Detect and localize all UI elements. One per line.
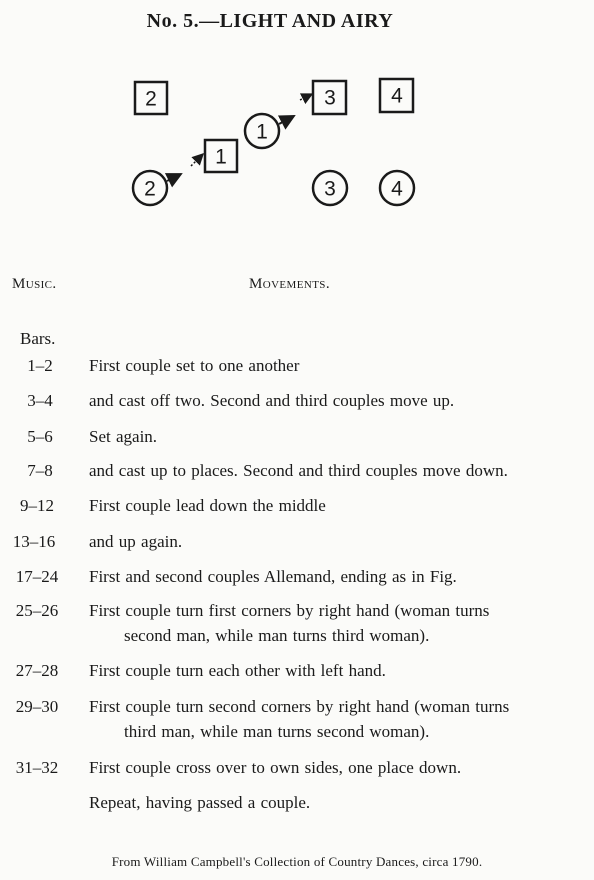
music-column-header: Music. xyxy=(12,276,57,292)
bar-range: 31–32 xyxy=(15,758,59,777)
circle-label: 2 xyxy=(144,177,156,201)
bar-range: 17–24 xyxy=(15,567,59,586)
bar-range: 3–4 xyxy=(27,391,53,410)
source-footnote: From William Campbell's Collection of Country Dances, circa 1790. xyxy=(111,854,483,869)
circle-position-2 xyxy=(133,171,167,205)
movement-text: Repeat, having passed a couple. xyxy=(89,793,311,812)
movement-text xyxy=(89,694,589,744)
movement-text: and up again. xyxy=(89,532,183,551)
dance-title: No. 5.—LIGHT AND AIRY xyxy=(146,10,394,32)
movement-continuation: second man, while man turns third woman). xyxy=(124,626,430,645)
movement-line: First couple turn second corners by right hand (woman turns xyxy=(89,697,510,716)
arrow-icon xyxy=(300,94,312,100)
movement-text: and cast off two. Second and third couples move up. xyxy=(89,391,455,410)
movement-text xyxy=(89,598,589,648)
circle-position-1 xyxy=(245,114,279,148)
bar-range: 29–30 xyxy=(15,697,59,716)
arrow-icon xyxy=(191,154,203,166)
arrow-icon xyxy=(167,174,181,181)
circle-position-4 xyxy=(380,171,414,205)
movement-text: First couple set to one another xyxy=(89,356,300,375)
movement-text: First couple cross over to own sides, one place down. xyxy=(89,758,462,777)
square-label: 4 xyxy=(391,84,403,108)
movements-column-header: Movements. xyxy=(249,276,330,292)
movement-continuation: third man, while man turns second woman). xyxy=(124,722,430,741)
dance-formation-figure xyxy=(0,0,594,230)
square-position-3 xyxy=(313,81,346,114)
square-position-2 xyxy=(135,82,167,114)
bar-range: 25–26 xyxy=(15,601,59,620)
bar-range: 13–16 xyxy=(12,532,56,551)
bars-label: Bars. xyxy=(20,329,56,348)
circle-label: 1 xyxy=(256,120,268,144)
movement-text: Set again. xyxy=(89,427,158,446)
bar-range: 1–2 xyxy=(27,356,53,375)
circle-label: 4 xyxy=(391,177,403,201)
square-label: 2 xyxy=(145,87,157,111)
square-label: 3 xyxy=(324,86,336,110)
bar-range: 7–8 xyxy=(27,461,53,480)
bar-range: 27–28 xyxy=(15,661,59,680)
square-label: 1 xyxy=(215,145,227,169)
movement-text: First and second couples Allemand, ending as in Fig. xyxy=(89,567,457,586)
square-position-1 xyxy=(205,140,237,172)
arrow-icon xyxy=(279,116,294,124)
bar-range: 5–6 xyxy=(27,427,53,446)
circle-position-3 xyxy=(313,171,347,205)
movement-text: and cast up to places. Second and third couples move down. xyxy=(89,461,508,480)
square-position-4 xyxy=(380,79,413,112)
circle-label: 3 xyxy=(324,177,336,201)
movement-text: First couple turn each other with left hand. xyxy=(89,661,386,680)
bar-range: 9–12 xyxy=(20,496,54,515)
movement-line: First couple turn first corners by right hand (woman turns xyxy=(89,601,490,620)
movement-text: First couple lead down the middle xyxy=(89,496,326,515)
